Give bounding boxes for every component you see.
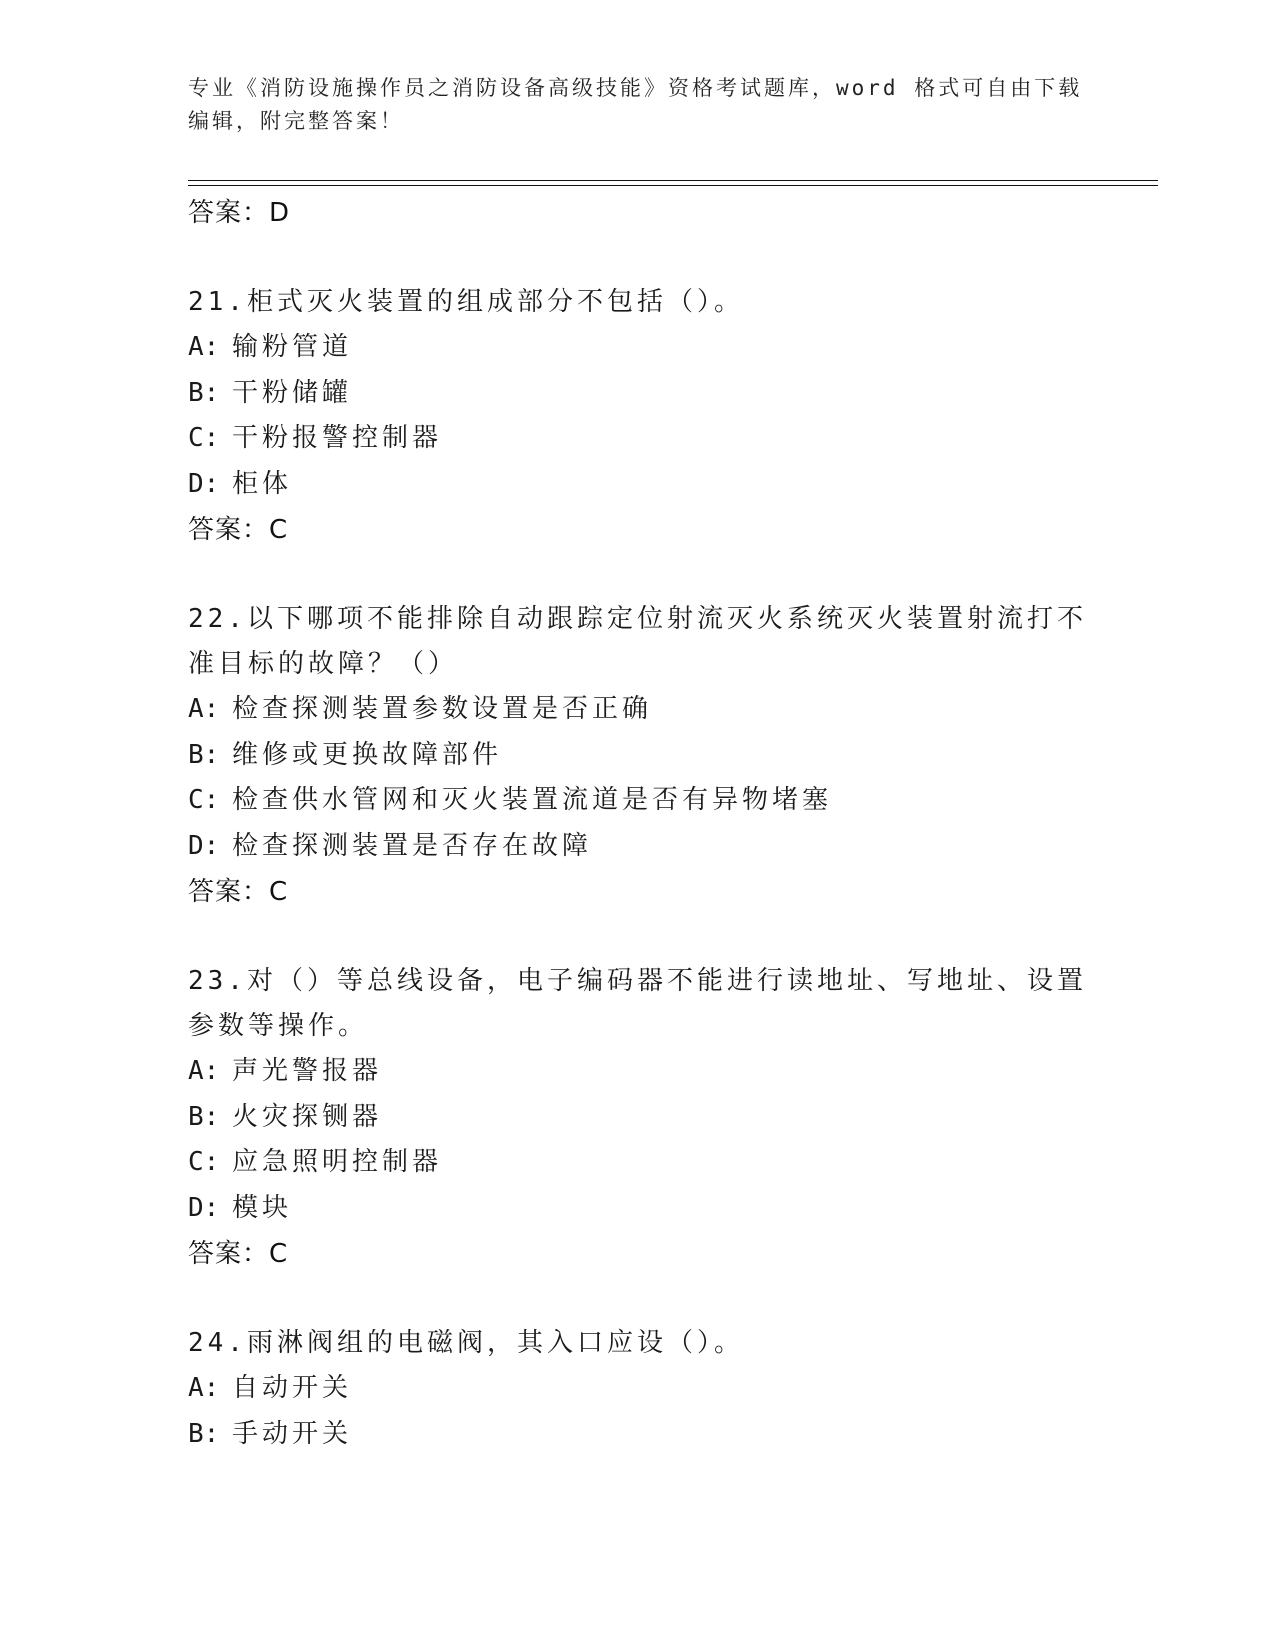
option-c <box>188 778 1088 824</box>
option-text: 声光警报器 <box>232 1056 383 1086</box>
question-24 <box>188 1321 1088 1457</box>
question-stem: 23.对（）等总线设备，电子编码器不能进行读地址、写地址、设置参数等操作。 <box>188 966 1087 1041</box>
option-a <box>188 687 1088 733</box>
option-letter: C: <box>188 423 220 453</box>
option-a <box>188 1049 1088 1095</box>
question-21 <box>188 280 1088 553</box>
option-letter: D: <box>188 830 220 861</box>
answer-label: 答案：D <box>188 198 291 228</box>
option-letter: D: <box>188 1192 220 1223</box>
option-letter: A: <box>188 1056 220 1086</box>
option-letter: A: <box>188 332 220 362</box>
option-text: 火灾探铡器 <box>232 1101 383 1132</box>
option-d <box>188 1186 1088 1232</box>
option-text: 输粉管道 <box>232 332 353 362</box>
option-letter: B: <box>188 1418 220 1449</box>
option-b <box>188 1095 1088 1141</box>
answer-label: 答案：C <box>188 515 289 545</box>
option-c <box>188 1140 1088 1186</box>
option-letter: B: <box>188 739 220 770</box>
answer-label: 答案：C <box>188 877 289 907</box>
question-stem: 24.雨淋阀组的电磁阀，其入口应设（）。 <box>188 1328 744 1358</box>
option-letter: A: <box>188 1373 220 1403</box>
answer-label: 答案：C <box>188 1239 289 1269</box>
option-a <box>188 1366 1088 1412</box>
question-23 <box>188 959 1088 1277</box>
option-letter: C: <box>188 785 220 815</box>
question-22 <box>188 597 1088 915</box>
option-text: 检查探测装置参数设置是否正确 <box>232 694 653 724</box>
option-text: 干粉报警控制器 <box>232 423 443 453</box>
option-letter: C: <box>188 1147 220 1177</box>
question-list <box>188 190 1088 1457</box>
header-rule-top <box>188 180 1158 181</box>
option-text: 检查探测装置是否存在故障 <box>232 830 593 861</box>
option-text: 模块 <box>232 1192 293 1223</box>
option-text: 应急照明控制器 <box>232 1147 443 1177</box>
document-header: 专业《消防设施操作员之消防设备高级技能》资格考试题库，word 格式可自由下载编辑，附完整答案！ <box>188 76 1083 133</box>
option-text: 维修或更换故障部件 <box>232 739 503 770</box>
question-stem: 21.柜式灭火装置的组成部分不包括（）。 <box>188 287 744 317</box>
option-d <box>188 462 1088 508</box>
option-b <box>188 733 1088 779</box>
option-b <box>188 1412 1088 1458</box>
header-rule-bottom <box>188 185 1158 186</box>
option-b <box>188 371 1088 417</box>
option-text: 柜体 <box>232 468 293 499</box>
option-text: 手动开关 <box>232 1418 353 1449</box>
option-letter: B: <box>188 377 220 408</box>
question-stem: 22.以下哪项不能排除自动跟踪定位射流灭火系统灭火装置射流打不准目标的故障？（） <box>188 604 1087 679</box>
option-a <box>188 325 1088 371</box>
option-letter: B: <box>188 1101 220 1132</box>
option-text: 干粉储罐 <box>232 377 353 408</box>
option-text: 检查供水管网和灭火装置流道是否有异物堵塞 <box>232 785 833 815</box>
option-letter: A: <box>188 694 220 724</box>
option-letter: D: <box>188 468 220 499</box>
option-text: 自动开关 <box>232 1373 353 1403</box>
option-c <box>188 416 1088 462</box>
option-d <box>188 824 1088 870</box>
